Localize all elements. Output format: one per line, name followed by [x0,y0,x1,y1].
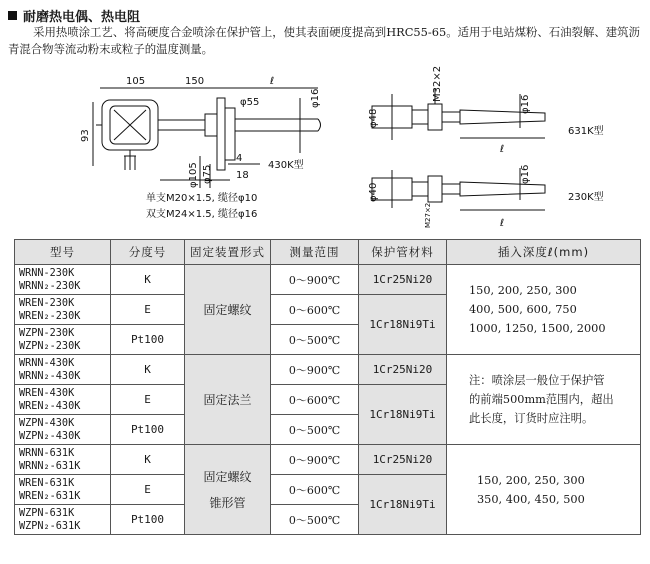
dim-d75: φ75 [202,164,213,184]
note-cell: 注：喷涂层一般位于保护管 的前端500mm范围内，超出 此长度，订货时应注明。 [447,355,641,445]
model-cell: WREN-230K WREN₂-230K [15,295,111,325]
model-cell: WRNN-631K WRNN₂-631K [15,445,111,475]
dim-4: 4 [236,153,243,164]
material-cell: 1Cr25Ni20 [359,265,447,295]
dim-d16-631k: φ16 [520,94,531,114]
grade-cell: Pt100 [111,415,185,445]
material-cell: 1Cr18Ni9Ti [359,385,447,445]
section-title-text: 耐磨热电偶、热电阻 [23,10,141,25]
fixing-cell: 固定螺纹 [185,265,271,355]
depth-cell: 150, 200, 250, 300 350, 400, 450, 500 [447,445,641,535]
grade-cell: E [111,385,185,415]
range-cell: 0～500℃ [271,415,359,445]
table-header-row [15,240,641,265]
range-cell: 0～500℃ [271,325,359,355]
dim-93: 93 [80,129,91,142]
range-cell: 0～900℃ [271,355,359,385]
thread-single: 单支M20×1.5, 缆径φ10 [146,193,258,204]
range-cell: 0～600℃ [271,475,359,505]
flange-430k [217,98,235,170]
dim-18: 18 [236,170,249,181]
dim-d105: φ105 [188,162,199,188]
grade-cell: K [111,265,185,295]
material-cell: 1Cr25Ni20 [359,445,447,475]
dim-l-430k: ℓ [270,76,275,87]
header-material: 保护管材料 [359,240,447,265]
dim-d16-430k: φ16 [310,88,321,108]
technical-drawing [0,58,650,258]
dim-l-230k: ℓ [500,218,505,229]
model-cell: WZPN-430K WZPN₂-430K [15,415,111,445]
grade-cell: Pt100 [111,505,185,535]
fixing-cell: 固定法兰 [185,355,271,445]
range-cell: 0～900℃ [271,265,359,295]
model-cell: WREN-430K WREN₂-430K [15,385,111,415]
dim-l-631k: ℓ [500,144,505,155]
range-cell: 0～500℃ [271,505,359,535]
material-cell: 1Cr18Ni9Ti [359,295,447,355]
junction-box-430k [96,100,217,170]
model-cell: WZPN-230K WZPN₂-230K [15,325,111,355]
dim-d40: φ40 [368,182,379,202]
model-cell: WREN-631K WREN₂-631K [15,475,111,505]
grade-cell: K [111,355,185,385]
label-430k: 430K型 [268,160,304,171]
header-fixing: 固定装置形式 [185,240,271,265]
model-cell: WRNN-230K WRNN₂-230K [15,265,111,295]
model-cell: WZPN-631K WZPN₂-631K [15,505,111,535]
thread-double: 双支M24×1.5, 缆径φ16 [146,209,258,220]
material-cell: 1Cr18Ni9Ti [359,475,447,535]
grade-cell: E [111,475,185,505]
material-cell: 1Cr25Ni20 [359,355,447,385]
range-cell: 0～600℃ [271,295,359,325]
protection-tube-430k [235,119,321,131]
dim-d16-230k: φ16 [520,164,531,184]
dim-d48: φ48 [368,108,379,128]
square-bullet-icon [8,11,17,20]
label-631k: 631K型 [568,126,604,137]
header-range: 测量范围 [271,240,359,265]
grade-cell: Pt100 [111,325,185,355]
fixing-cell: 固定螺纹 锥形管 [185,445,271,535]
header-grade: 分度号 [111,240,185,265]
dim-m27: M27×2 [424,202,432,228]
model-cell: WRNN-430K WRNN₂-430K [15,355,111,385]
table-row [15,265,641,295]
grade-cell: K [111,445,185,475]
dim-d55: φ55 [240,97,260,108]
description: 采用热喷涂工艺、将高硬度合金喷涂在保护管上，使其表面硬度提高到HRC55-65。适用于电站煤粉、石油裂解、建筑沥青混合物等流动粉末或粒子的温度测量。 [8,25,640,56]
section-title [8,6,140,25]
header-depth: 插入深度ℓ(mm) [447,240,641,265]
label-230k: 230K型 [568,192,604,203]
range-cell: 0～600℃ [271,385,359,415]
spec-table [14,239,641,535]
range-cell: 0～900℃ [271,445,359,475]
grade-cell: E [111,295,185,325]
depth-cell: 150, 200, 250, 300 400, 500, 600, 750 1000, 1250, 1500, 2000 [447,265,641,355]
dim-150: 150 [185,76,205,87]
dim-105: 105 [126,76,146,87]
table-row [15,445,641,475]
table-row [15,355,641,385]
header-model: 型号 [15,240,111,265]
dim-m32: M32×2 [432,65,443,102]
